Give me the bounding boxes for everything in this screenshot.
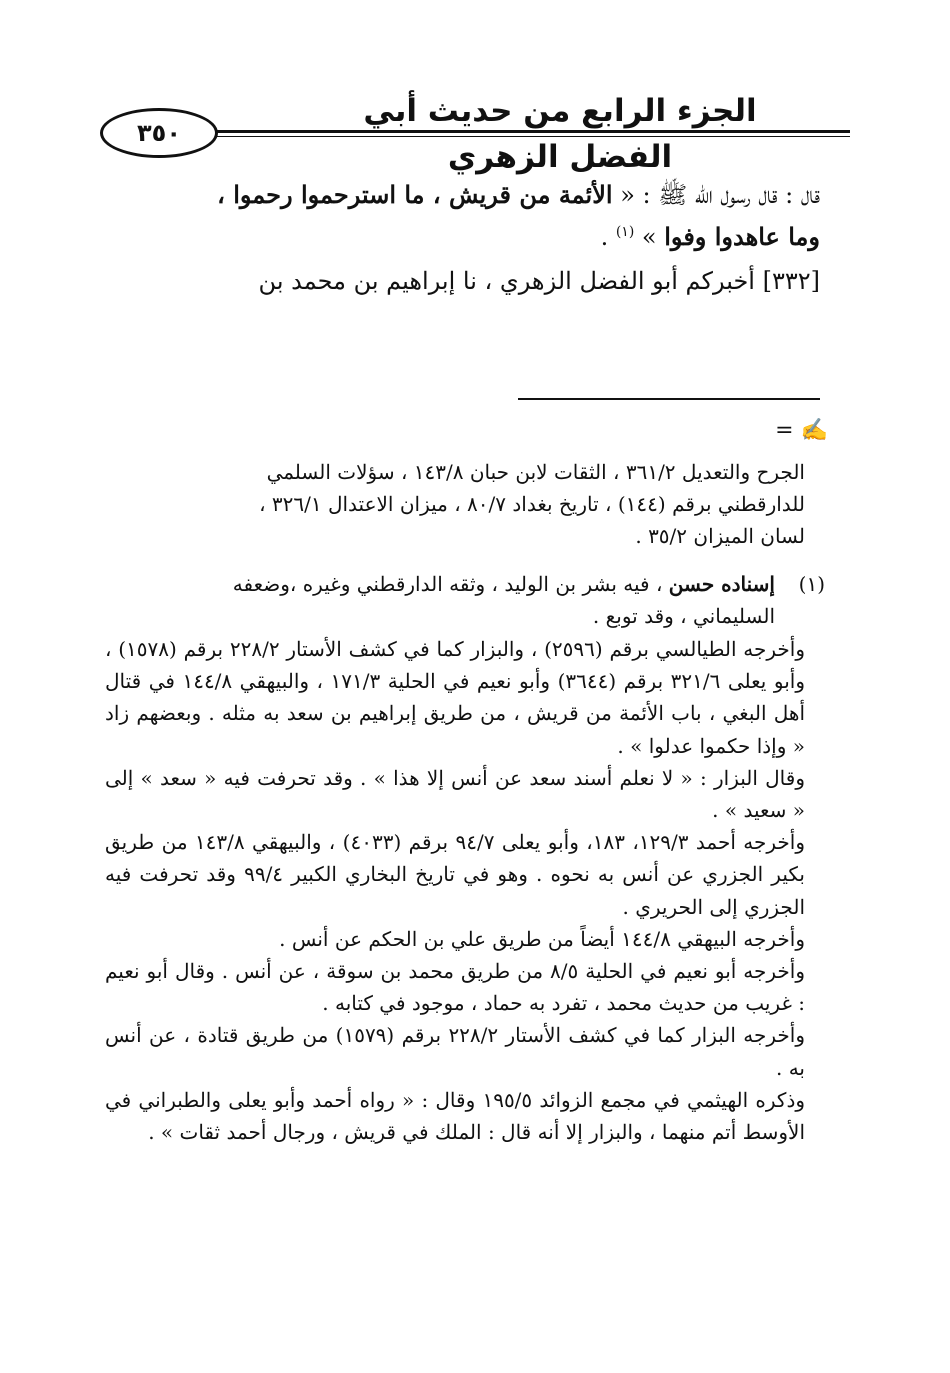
header-rule-thin bbox=[195, 136, 850, 137]
footnote-ref: (١) bbox=[615, 224, 635, 240]
footnote-continuation bbox=[105, 456, 805, 553]
main-text-line-2 bbox=[105, 214, 820, 260]
footnote-1-line-2: السليماني ، وقد توبع . bbox=[592, 604, 775, 629]
hadith-intro: قال : قال رسول الله ﷺ : « bbox=[612, 181, 820, 209]
entry-number: [٣٣٢] bbox=[762, 267, 820, 295]
entry-text: أخبركم أبو الفضل الزهري ، نا إبراهيم بن محمد بن bbox=[258, 267, 763, 295]
page-number: ٣٥٠ bbox=[100, 108, 218, 158]
footnote-paragraph: وذكره الهيثمي في مجمع الزوائد ١٩٥/٥ وقال : « رواه أحمد وأبو يعلى والطبراني في الأوسط أتم منهما ، والبزار إلا أنه قال : الملك في قريش ، ورجال أحمد ثقات » . bbox=[105, 1087, 806, 1145]
hadith-text-2: وما عاهدوا وفوا bbox=[664, 222, 820, 251]
footnote-paragraph: وأخرجه أبو نعيم في الحلية ٨/٥ من طريق محمد بن سوقة ، عن أنس . وقال أبو نعيم : غريب من حديث محمد ، تفرد به حماد ، موجود في كتابه . bbox=[105, 959, 805, 1016]
footnote-paragraph: وأخرجه البزار كما في كشف الأستار ٢٢٨/٢ برقم (١٥٧٩) من طريق قتادة ، عن أنس به . bbox=[105, 1023, 805, 1080]
entry-line bbox=[105, 258, 820, 304]
running-header-title: الجزء الرابع من حديث أبي الفضل الزهري bbox=[363, 93, 757, 175]
header-rule bbox=[195, 130, 850, 133]
continuation-mark: = ✍ bbox=[775, 418, 828, 443]
footnote-paragraph: وأخرجه الطيالسي برقم (٢٥٩٦) ، والبزار كما في كشف الأستار ٢٢٨/٢ برقم (١٥٧٨) ، وأبو يعلى ٣٢١/٦ برقم (٣٦٤٤) وأبو نعيم في الحلية ١٧١/٣ ، والبيهقي ١٤٤/٨ في قتال أهل البغي ، باب الأئمة من قريش ، من طريق إبراهيم بن سعد به مثله . وبعضهم زاد « وإذا حكموا عدلوا » . bbox=[105, 637, 805, 758]
footnote-separator bbox=[518, 398, 820, 400]
continuation-line: للدارقطني برقم (١٤٤) ، تاريخ بغداد ٨٠/٧ ، ميزان الاعتدال ٣٢٦/١ ، bbox=[259, 492, 805, 517]
footnote-1-body bbox=[105, 633, 805, 1148]
footnote-paragraph: وأخرجه البيهقي ١٤٤/٨ أيضاً من طريق علي بن الحكم عن أنس . bbox=[279, 926, 805, 951]
footnote-1-number: (١) bbox=[798, 572, 825, 596]
continuation-line: لسان الميزان ٣٥/٢ . bbox=[635, 524, 805, 549]
footnote-paragraph: وقال البزار : « لا نعلم أسند سعد عن أنس إلا هذا » . وقد تحرفت فيه « سعد » إلى « سعيد » . bbox=[105, 765, 805, 823]
grading: إسناده حسن bbox=[668, 572, 775, 596]
footnote-paragraph: وأخرجه أحمد ١٢٩/٣، ١٨٣، وأبو يعلى ٩٤/٧ برقم (٤٠٣٣) ، والبيهقي ١٤٣/٨ من طريق بكير الجزري عن أنس به نحوه . وهو في تاريخ البخاري الكبير ٩٩/٤ وقد تحرفت فيه الجزري إلى الحريري . bbox=[105, 830, 805, 919]
footnote-1 bbox=[105, 568, 775, 632]
footnote-1-line-1: إسناده حسن ، فيه بشر بن الوليد ، وثقه الدارقطني وغيره ،وضعفه bbox=[232, 572, 775, 596]
main-text-line-1 bbox=[105, 172, 820, 218]
pen-icon: ✍ bbox=[800, 418, 828, 443]
hadith-close: » bbox=[634, 223, 665, 251]
hadith-text-1: الأئمة من قريش ، ما استرحموا رحموا ، bbox=[217, 180, 613, 209]
hadith-end: . bbox=[600, 223, 616, 251]
continuation-line: الجرح والتعديل ٣٦١/٢ ، الثقات لابن حبان ١٤٣/٨ ، سؤلات السلمي bbox=[266, 460, 805, 484]
